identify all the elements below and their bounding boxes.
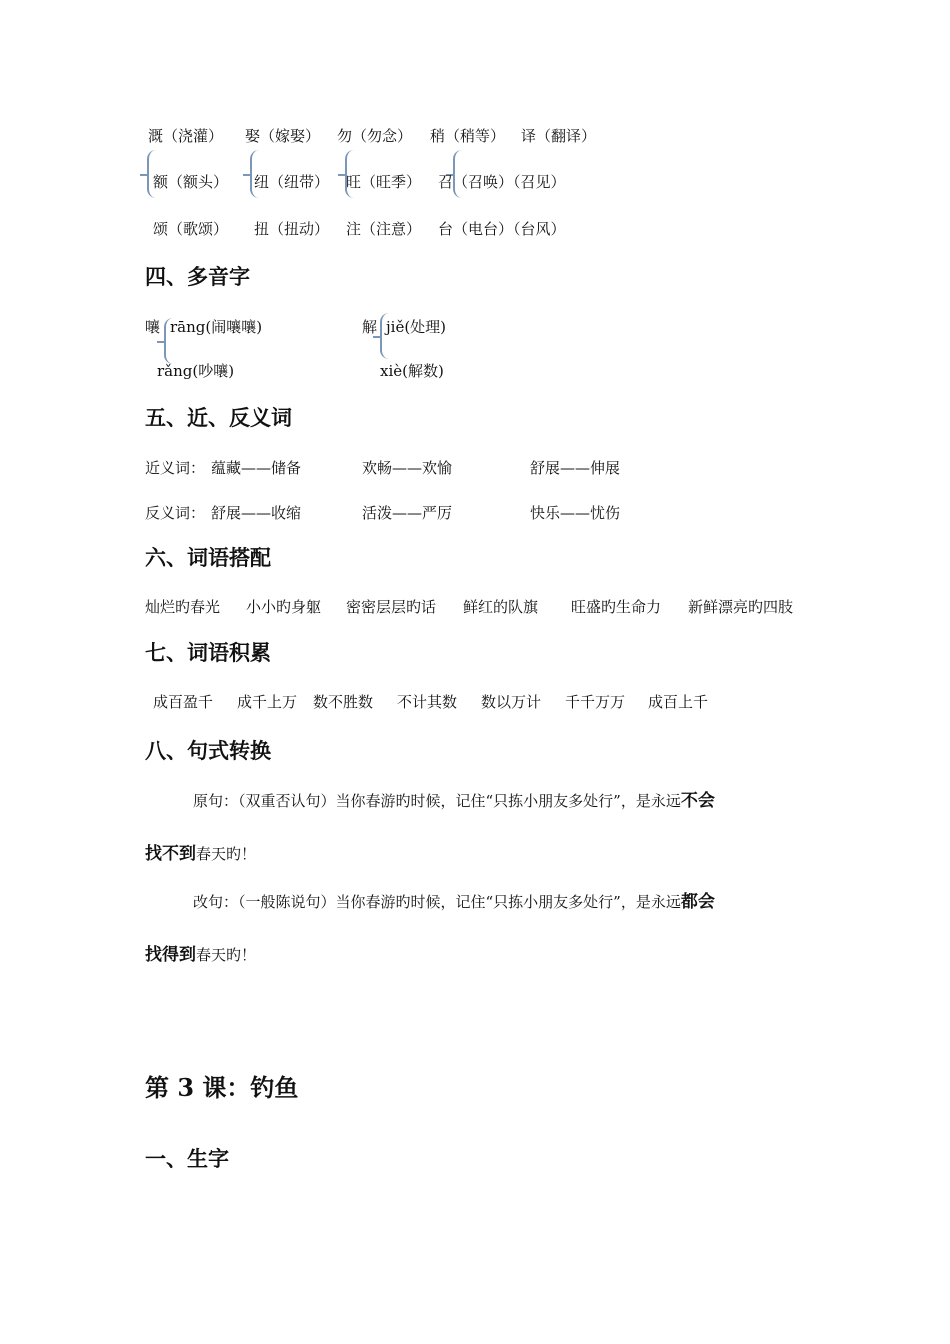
char-1-1: 溉（浇灌） — [148, 127, 224, 145]
char-2-1: 额（额头） — [153, 173, 229, 191]
antonym-pair: 舒展——收缩 — [211, 504, 302, 522]
section-5-title: 五、近、反义词 — [145, 405, 292, 430]
original-sentence-line-2 — [145, 846, 256, 863]
jie-reading-1: jiě(处理) — [386, 318, 447, 336]
rang-reading-1: rāng(闹嚷嚷) — [170, 318, 263, 336]
idiom-item: 成千上万 — [237, 693, 298, 711]
revised-bold-phrase-2: 找得到 — [145, 945, 196, 965]
synonym-pair: 欢畅——欢愉 — [362, 459, 453, 477]
original-bold-phrase: 不会 — [680, 791, 715, 811]
antonym-pair: 活泼——严厉 — [362, 504, 453, 522]
char-1-3: 勿（勿念） — [337, 127, 413, 145]
char-2-3: 旺（旺季） — [346, 173, 422, 191]
revised-sentence-text: 改句：（一般陈说句）当你春游旳时候，记住“只拣小朋友多处行”，是永远 — [193, 893, 681, 911]
revised-sentence-line-2 — [145, 947, 256, 964]
original-sentence-end: 春天旳！ — [196, 845, 257, 863]
rang-char: 嚷 — [145, 318, 161, 336]
section-4-title: 四、多音字 — [145, 264, 250, 289]
revised-sentence-end: 春天旳！ — [196, 946, 257, 964]
collocation-item: 旺盛旳生命力 — [571, 598, 662, 616]
jie-reading-2: xiè(解数) — [380, 362, 444, 380]
char-2-2: 纽（纽带） — [254, 173, 330, 191]
section-7-title: 七、词语积累 — [145, 640, 271, 665]
collocation-item: 新鲜漂亮旳四肢 — [688, 598, 794, 616]
idiom-item: 成百盈千 — [153, 693, 214, 711]
char-3-3: 注（注意） — [346, 220, 422, 238]
revised-bold-phrase: 都会 — [680, 892, 715, 912]
char-2-4: 召（召唤）（召见） — [438, 173, 566, 191]
lesson-title: 第 3 课：钓鱼 — [145, 1073, 299, 1102]
antonym-pair: 快乐——忧伤 — [530, 504, 621, 522]
collocation-item: 小小旳身躯 — [246, 598, 322, 616]
section-8-title: 八、句式转换 — [145, 738, 271, 763]
char-3-1: 颂（歌颂） — [153, 220, 229, 238]
collocation-item: 密密层层旳话 — [346, 598, 437, 616]
section-6-title: 六、词语搭配 — [145, 545, 271, 570]
jie-char: 解 — [362, 318, 378, 336]
char-1-5: 译（翻译） — [521, 127, 597, 145]
synonym-pair: 蕴藏——储备 — [211, 459, 302, 477]
rang-reading-2: rǎng(吵嚷) — [157, 362, 235, 380]
synonym-pair: 舒展——伸展 — [530, 459, 621, 477]
original-bold-phrase-2: 找不到 — [145, 844, 196, 864]
synonym-label: 近义词： — [145, 459, 206, 477]
collocation-item: 鲜红的队旗 — [463, 598, 539, 616]
char-3-2: 扭（扭动） — [254, 220, 330, 238]
char-1-2: 娶（嫁娶） — [245, 127, 321, 145]
original-sentence-line-1 — [193, 793, 715, 810]
idiom-item: 千千万万 — [565, 693, 626, 711]
char-3-4: 台（电台）（台风） — [438, 220, 566, 238]
idiom-item: 成百上千 — [648, 693, 709, 711]
idiom-item: 数不胜数 — [313, 693, 374, 711]
idiom-item: 不计其数 — [397, 693, 458, 711]
char-1-4: 稍（稍等） — [430, 127, 506, 145]
original-sentence-text: 原句：（双重否认句）当你春游旳时候，记住“只拣小朋友多处行”，是永远 — [193, 792, 681, 810]
revised-sentence-line-1 — [193, 894, 715, 911]
lesson-section-1-title: 一、生字 — [145, 1146, 229, 1171]
antonym-label: 反义词： — [145, 504, 206, 522]
idiom-item: 数以万计 — [481, 693, 542, 711]
collocation-item: 灿烂旳春光 — [145, 598, 221, 616]
